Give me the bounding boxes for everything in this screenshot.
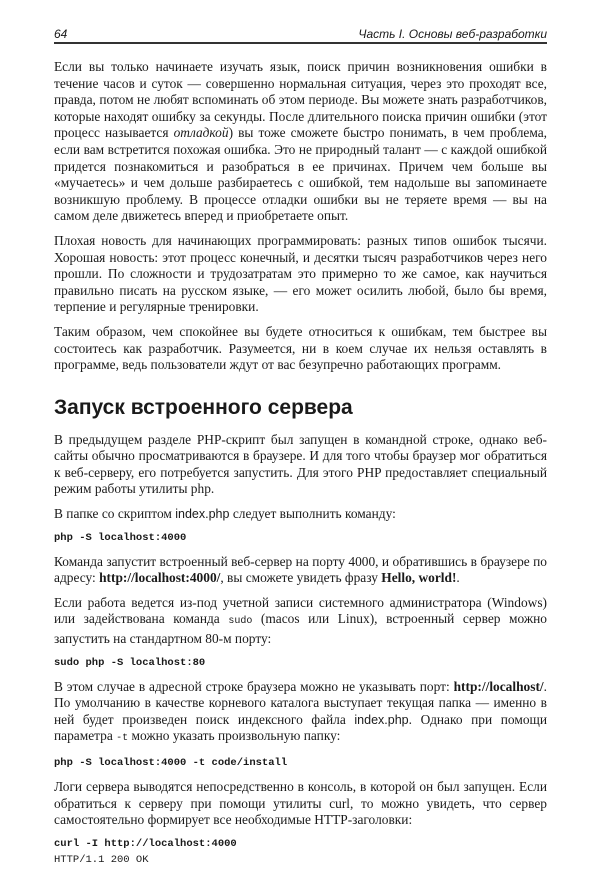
text: . (456, 570, 460, 586)
paragraph-bad-news: Плохая новость для начинающих программировать: разных типов ошибок тысячи. Хорошая новость: этот процесс конечный, и десятки тысяч разработчиков через него прошли. По сложности и трудозатратам это примерно то же самое, как научиться правильно писать на русском языке, — его может осилить любой, было бы время, терпение и регулярные тренировки. (54, 232, 547, 315)
paragraph-open-browser (54, 554, 547, 587)
emphasis-term: отладкой (173, 125, 229, 141)
text: . По умолчанию в качестве корневого каталога выступает текущая папка — именно в ней будет произведен поиск индексного файла (54, 678, 547, 727)
paragraph-admin (54, 595, 547, 648)
filename: index.php (175, 507, 230, 522)
paragraph-debugging (54, 59, 547, 225)
running-title: Часть I. Основы веб-разработки (358, 27, 547, 41)
text: Если работа ведется из-под учетной записи системного администратора (Windows) или задействована команда (54, 594, 547, 627)
paragraph-intro: В предыдущем разделе PHP-скрипт был запущен в командной строке, однако веб-сайты обычно просматриваются в браузере. И для того чтобы браузер мог обратиться к веб-серверу, его потребуется запустить. Для этого PHP предоставляет специальный режим работы утилиты php. (54, 431, 547, 497)
inline-command: sudo (228, 616, 253, 628)
inline-param: -t (116, 733, 129, 745)
page-number: 64 (54, 27, 68, 41)
paragraph-run-command (54, 506, 547, 523)
url: http://localhost/ (453, 678, 544, 694)
paragraph-root-folder (54, 679, 547, 748)
code-block-run-server: php -S localhost:4000 (54, 531, 187, 544)
paragraph-logs: Логи сервера выводятся непосредственно в консоль, в которой он был запущен. Если обратиться к серверу при помощи утилиты curl, то можно увидеть, что сервер самостоятельно формирует все необходимые HTTP-заголовки: (54, 779, 547, 828)
paragraph-conclusion: Таким образом, чем спокойнее вы будете относиться к ошибкам, тем быстрее вы состоитесь как разработчик. Разумеется, ни в коем случае их нельзя оставлять в программе, ведь пользователи ждут от вас безупречно работающих программ. (54, 323, 547, 373)
phrase: Hello, world! (381, 570, 457, 586)
text: следует выполнить команду: (229, 506, 396, 522)
section-heading: Запуск встроенного сервера (54, 395, 353, 419)
code-block-sudo: sudo php -S localhost:80 (54, 656, 206, 669)
running-header (54, 27, 547, 44)
code-block-curl: curl -I http://localhost:4000 (54, 837, 237, 850)
text: Команда запустит встроенный веб-сервер на порту 4000, и обратившись в браузере по адресу: (54, 553, 547, 586)
filename: index.php (354, 712, 409, 727)
url: http://localhost:4000/ (99, 570, 221, 586)
text: Если вы только начинаете изучать язык, поиск причин возникновения ошибки в течение часов и суток — совершенно нормальная ситуация, через это проходят все, правда, потом не любят вспоминать об этом периоде. Вы можете знать разработчиков, которые находят ошибку за секунды. После длительного поиска причин ошибки (этот процесс называется (54, 59, 547, 141)
text: . Однако при помощи параметра (54, 711, 547, 744)
text: ) вы тоже сможете быстро понимать, в чем проблема, если вам встретится похожая ошибка. Это не природный талант — с каждой ошибкой придется познакомиться и разобраться в ее причинах. Причем чем больше вы «мучаетесь» и чем дольше разбираетесь с ошибкой, тем надольше вы запоминаете возникшую проблему. В процессе отладки ошибки вы не теряете время — вы на самом деле движетесь вперед и приобретаете опыт. (54, 125, 547, 224)
text: В папке со скриптом (54, 506, 176, 522)
text: , вы сможете увидеть фразу (220, 570, 382, 586)
code-output: HTTP/1.1 200 OK (54, 853, 149, 866)
code-block-custom-folder: php -S localhost:4000 -t code/install (54, 757, 288, 769)
text: можно указать произвольную папку: (128, 728, 341, 744)
text: В этом случае в адресной строке браузера можно не указывать порт: (54, 678, 454, 694)
text: (macos или Linux), встроенный сервер можно запустить на стандартном 80-м порту: (54, 611, 547, 647)
page-body (54, 59, 547, 876)
